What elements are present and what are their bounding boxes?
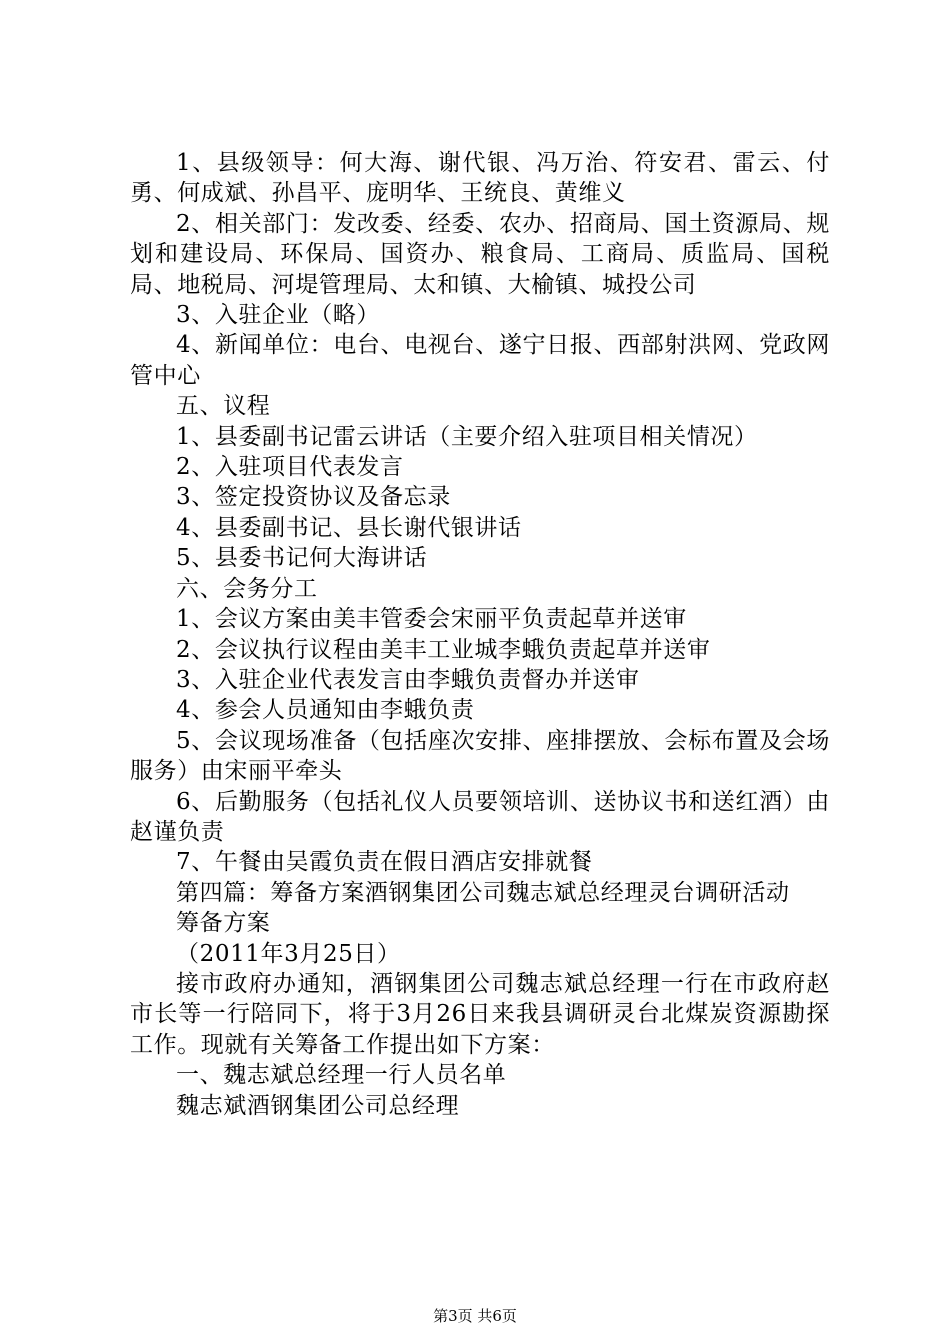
labor-item-7: 7、午餐由吴霞负责在假日酒店安排就餐 <box>176 849 593 876</box>
paragraph-county-leaders: 1、县级领导：何大海、谢代银、冯万治、符安君、雷云、付勇、何成斌、孙昌平、庞明华、王统良、黄维义 <box>130 150 830 207</box>
agenda-item-2: 2、入驻项目代表发言 <box>176 454 404 481</box>
plan-title: 筹备方案 <box>176 910 271 937</box>
plan-date: （2011年3月25日） <box>176 940 401 967</box>
agenda-item-4: 4、县委副书记、县长谢代银讲话 <box>176 514 522 541</box>
paragraph-news-units: 4、新闻单位：电台、电视台、遂宁日报、西部射洪网、党政网管中心 <box>130 332 830 389</box>
labor-item-2: 2、会议执行议程由美丰工业城李蛾负责起草并送审 <box>176 636 711 663</box>
chapter-title: 第四篇：筹备方案酒钢集团公司魏志斌总经理灵台调研活动 <box>176 879 790 906</box>
labor-item-6: 6、后勤服务（包括礼仪人员要领培训、送协议书和送红酒）由赵谨负责 <box>130 788 830 845</box>
section-heading-agenda: 五、议程 <box>176 393 271 420</box>
agenda-item-1: 1、县委副书记雷云讲话（主要介绍入驻项目相关情况） <box>176 423 758 450</box>
labor-item-1: 1、会议方案由美丰管委会宋丽平负责起草并送审 <box>176 606 687 633</box>
agenda-item-5: 5、县委书记何大海讲话 <box>176 545 428 572</box>
section-heading-personnel-list: 一、魏志斌总经理一行人员名单 <box>176 1062 507 1089</box>
paragraph-resident-enterprises: 3、入驻企业（略） <box>176 302 381 329</box>
paragraph-intro: 接市政府办通知，酒钢集团公司魏志斌总经理一行在市政府赵市长等一行陪同下，将于3月26日来我县调研灵台北煤炭资源勘探工作。现就有关筹备工作提出如下方案： <box>130 970 830 1058</box>
page-number-footer: 第3页 共6页 <box>433 1307 517 1325</box>
labor-item-4: 4、参会人员通知由李蛾负责 <box>176 697 475 724</box>
labor-item-5: 5、会议现场准备（包括座次安排、座排摆放、会标布置及会场服务）由宋丽平牵头 <box>130 727 830 785</box>
agenda-item-3: 3、签定投资协议及备忘录 <box>176 484 451 511</box>
personnel-item-1: 魏志斌酒钢集团公司总经理 <box>176 1092 460 1119</box>
labor-item-3: 3、入驻企业代表发言由李蛾负责督办并送审 <box>176 666 640 693</box>
document-body <box>130 148 830 1121</box>
section-heading-division-of-labor: 六、会务分工 <box>176 575 318 602</box>
paragraph-related-departments: 2、相关部门：发改委、经委、农办、招商局、国土资源局、规划和建设局、环保局、国资办、粮食局、工商局、质监局、国税局、地税局、河堤管理局、太和镇、大榆镇、城投公司 <box>130 210 830 298</box>
